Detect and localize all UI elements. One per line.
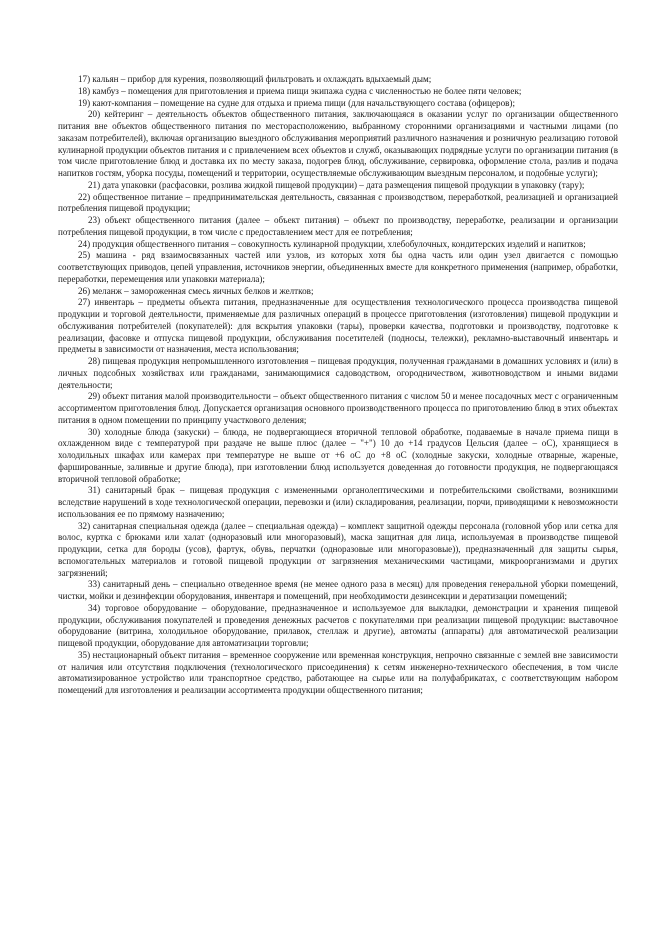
definition-paragraph: 33) санитарный день – специально отведенное время (не менее одного раза в месяц) для проведения генеральной уборки помещений, чистки, мойки и дезинфекции оборудования, инвентаря и помещений, при необходимости дезинсекции и дератизации помещений; xyxy=(58,579,618,601)
definition-paragraph: 25) машина - ряд взаимосвязанных частей или узлов, из которых хотя бы одна часть или один узел двигается с помощью соответствующих приводов, цепей управления, источников энергии, объединенных вместе для конкретного применения (например, обработки, переработки, перемещения или упаковки материала); xyxy=(58,250,618,284)
definition-paragraph: 20) кейтеринг – деятельность объектов общественного питания, заключающаяся в оказании услуг по организации общественного питания вне объектов общественного питания по месторасположению, выбранному сторонними организациями и частными лицами (по заказам потребителей), включая организацию выездного обслуживания мероприятий различного назначения и розничную реализацию готовой кулинарной продукции объектов питания и с привлечением всех объектов и служб, оказывающих подрядные услуги по организации питания (в том числе приготовление блюд и доставка их по месту заказа, подогрев блюд, обслуживание, сервировка, оформление стола, разлив и подача напитков гостям, уборка посуды, помещений и территории, осуществляемые обслуживающим выездным персоналом, и подобные услуги); xyxy=(58,109,618,178)
definition-paragraph: 28) пищевая продукция непромышленного изготовления – пищевая продукция, полученная гражданами в домашних условиях и (или) в личных подсобных хозяйствах или гражданами, занимающимися садоводством, огородничеством, животноводством и иными видами деятельности; xyxy=(58,356,618,390)
definition-paragraph: 27) инвентарь – предметы объекта питания, предназначенные для осуществления технологического процесса производства пищевой продукции и торговой деятельности, применяемые для различных операций в процессе приготовления (изготовления) пищевой продукции и обслуживания потребителей (покупателей): для вскрытия упаковки (тары), проверки качества, подготовки и производству, подготовке к реализации, фасовке и отпуска пищевой продукции, обслуживания посетителей (подносы, тележки), рекламно-выставочный инвентарь и предметы в зависимости от назначения, места использования; xyxy=(58,297,618,355)
definition-paragraph: 18) камбуз – помещения для приготовления и приема пищи экипажа судна с численностью не более пяти человек; xyxy=(78,85,522,96)
definition-paragraph: 34) торговое оборудование – оборудование, предназначенное и используемое для выкладки, демонстрации и хранения пищевой продукции, обслуживания покупателей и проведения денежных расчетов с покупателями при реализации пищевой продукции: выставочное оборудование (витрина, холодильное оборудование, прилавок, стеллаж и другие), автоматы (аппараты) для автоматической реализации пищевой продукции, оборудование для автоматизации торговли; xyxy=(58,602,618,648)
definition-paragraph: 22) общественное питание – предпринимательская деятельность, связанная с производством, переработкой, реализацией и организацией потребления пищевой продукции; xyxy=(58,191,618,214)
definition-paragraph: 26) меланж – замороженная смесь яичных белков и желтков; xyxy=(78,285,314,296)
definition-paragraph: 32) санитарная специальная одежда (далее – специальная одежда) – комплект защитной одежды персонала (головной убор или сетка для волос, куртка с брюками или халат (одноразовый или многоразовый), маска защитная для лица, используемая в производстве пищевой продукции, сетка для бороды (усов), фартук, обувь, перчатки (одноразовые или многоразовые)), предназначенный для защиты сырья, вспомогательных материалов и готовой пищевой продукции от загрязнения механическими частицами, микроорганизмами и других загрязнений; xyxy=(58,520,618,578)
definition-paragraph: 23) объект общественного питания (далее – объект питания) – объект по производству, переработке, реализации и организации потребления пищевой продукции, в том числе с предоставлением мест для ее потребления; xyxy=(58,215,618,237)
definition-paragraph: 29) объект питания малой производительности – объект общественного питания с числом 50 и менее посадочных мест с ограниченным ассортиментом приготовления блюд. Допускается организация основного производственного процесса по приготовлению блюд в этих объектах питания в одном помещении по принципу участкового деления; xyxy=(58,391,618,425)
definition-paragraph: 17) кальян – прибор для курения, позволяющий фильтровать и охлаждать вдыхаемый дым; xyxy=(78,74,432,84)
definition-paragraph: 35) нестационарный объект питания – временное сооружение или временная конструкция, непрочно связанные с землей вне зависимости от наличия или отсутствия подключения (технологического присоединения) к сетям инженерно-технического обеспечения, в том числе автоматизированное устройство или транспортное средство, работающее на сырье или на полуфабрикатах, с соответствующим набором помещений для изготовления и реализации ассортимента продукции общественного питания; xyxy=(58,649,618,695)
definition-paragraph: 24) продукция общественного питания – совокупность кулинарной продукции, хлебобулочных, кондитерских изделий и напитков; xyxy=(78,238,586,249)
definition-paragraph: 31) санитарный брак – пищевая продукция с измененными органолептическими и потребительскими свойствами, возникшими вследствие нарушений в ходе технологической операции, перевозки и (или) складирования, реализации, порчи, приводящими к невозможности использования ее по прямому назначению; xyxy=(58,485,618,519)
document-body xyxy=(58,74,618,697)
definition-paragraph: 19) кают-компания – помещение на судне для отдыха и приема пищи (для начальствующего состава (офицеров); xyxy=(78,97,515,108)
definition-paragraph: 30) холодные блюда (закуски) – блюда, не подвергающиеся вторичной тепловой обработке, подаваемые в начале приема пищи в охлажденном виде с температурой при раздаче не выше плюс (далее – "+") 10 до +14 градусов Цельсия (далее – оС), хранящиеся в холодильных шкафах или камерах при температуре не выше от +6 оС до +8 оС (холодные закуски, холодные отварные, жареные, фаршированные, заливные и другие блюда), при изготовлении блюд используется доведенная до готовности продукция, не подвергающаяся вторичной тепловой обработке; xyxy=(58,426,618,484)
definition-paragraph: 21) дата упаковки (расфасовки, розлива жидкой пищевой продукции) – дата размещения пищевой продукции в упаковку (тару); xyxy=(88,179,585,190)
